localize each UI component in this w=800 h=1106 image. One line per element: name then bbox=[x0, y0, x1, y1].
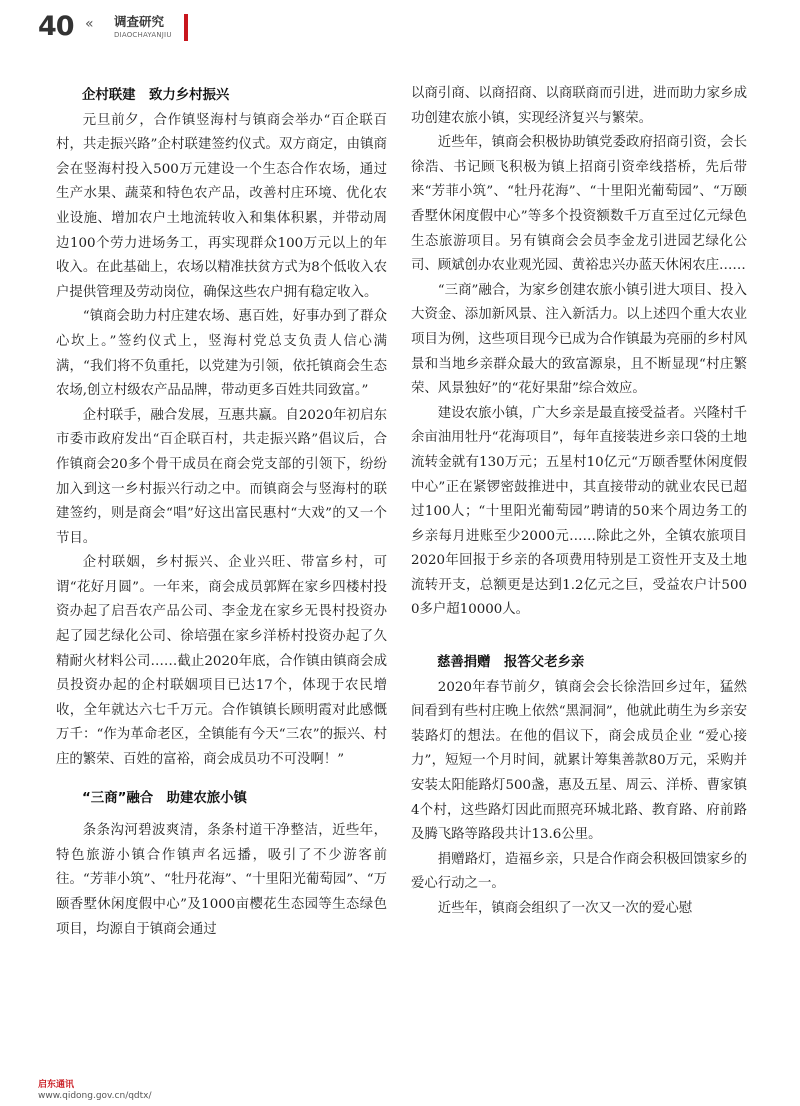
section-heading: 企村联建 致力乡村振兴 bbox=[82, 88, 230, 103]
page-footer bbox=[38, 1080, 152, 1102]
left-column bbox=[56, 84, 387, 942]
paragraph: 企村联手，融合发展，互惠共赢。自2020年初启东市委市政府发出“百企联百村，共走振兴路”倡议后，合作镇商会20多个骨干成员在商会党支部的引领下，纷纷加入到这一乡村振兴行动之中。而镇商会与竖海村的联建签约，则是商会“唱”好这出富民惠村“大戏”的又一个节目。 bbox=[56, 407, 387, 546]
page-number: 40 bbox=[38, 11, 74, 42]
paragraph: “镇商会助力村庄建农场、惠百姓，好事办到了群众心坎上。”签约仪式上，竖海村党总支负责人信心满满，“我们将不负重托，以党建为引领，依托镇商会生态农场,创立村级农产品品牌，带动更多百姓共同致富。” bbox=[56, 309, 387, 399]
paragraph: 近些年，镇商会积极协助镇党委政府招商引资，会长徐浩、书记顾飞积极为镇上招商引资牵线搭桥，先后带来“芳菲小筑”、“牡丹花海”、“十里阳光葡萄园”、“万颐香墅休闲度假中心”等多个投资额数千万直至过亿元绿色生态旅游项目。另有镇商会会员李金龙引进园艺绿化公司、顾斌创办农业观光园、黄裕忠兴办蓝天休闲农庄…… bbox=[411, 135, 747, 274]
paragraph: 2020年春节前夕，镇商会会长徐浩回乡过年，猛然间看到有些村庄晚上依然“黑洞洞”，他就此萌生为乡亲安装路灯的想法。在他的倡议下，商会成员企业 “爱心接力”，短短一个月时间，就累计筹集善款80万元，采购并安装太阳能路灯500盏，惠及五星、周云、洋桥、曹家镇4个村，这些路灯因此而照亮环城北路、教育路、府前路及腾飞路等路段共计13.6公里。 bbox=[411, 679, 747, 843]
section-title: 调查研究 bbox=[114, 14, 165, 29]
paragraph: 条条沟河碧波爽清，条条村道干净整洁，近些年，特色旅游小镇合作镇声名远播，吸引了不少游客前往。“芳菲小筑”、“牡丹花海”、“十里阳光葡萄园”、“万颐香墅休闲度假中心”及1000亩樱花生态园等生态绿色项目，均源自于镇商会通过 bbox=[56, 823, 387, 937]
section-heading: 慈善捐赠 报答父老乡亲 bbox=[437, 655, 585, 671]
section-heading: “三商”融合 助建农旅小镇 bbox=[82, 790, 247, 806]
paragraph: 元旦前夕，合作镇竖海村与镇商会举办“百企联百村，共走振兴路”企村联建签约仪式。双方商定，由镇商会在竖海村投入500万元建设一个生态合作农场，通过生产水果、蔬菜和特色农产品，改善村庄环境、优化农业设施、增加农户土地流转收入和集体积累，并带动周边100个劳力进场务工，再实现群众100万元以上的年收入。在此基础上，农场以精准扶贫方式为8个低收入农户提供管理及劳动岗位，确保这些农户拥有稳定收入。 bbox=[56, 112, 387, 300]
right-column bbox=[411, 82, 747, 922]
section-title-pinyin: DIAOCHAYANJIU bbox=[114, 31, 172, 39]
paragraph: “三商”融合，为家乡创建农旅小镇引进大项目、投入大资金、添加新风景、注入新活力。以上述四个重大农业项目为例，这些项目现今已成为合作镇最为亮丽的乡村风景和当地乡亲群众最大的致富源泉，且不断显现“村庄繁荣、风景独好”的“花好果甜”综合效应。 bbox=[411, 282, 747, 397]
paragraph: 近些年，镇商会组织了一次又一次的爱心慰 bbox=[437, 901, 693, 916]
header-accent-bar bbox=[184, 14, 188, 41]
footer-url: www.qidong.gov.cn/qdtx/ bbox=[38, 1091, 152, 1101]
paragraph: 以商引商、以商招商、以商联商而引进，进而助力家乡成功创建农旅小镇，实现经济复兴与繁荣。 bbox=[411, 86, 747, 126]
footer-brand: 启东通讯 bbox=[38, 1080, 75, 1090]
double-chevron-icon: « bbox=[85, 16, 94, 32]
paragraph: 建设农旅小镇，广大乡亲是最直接受益者。兴隆村千余亩油用牡丹“花海项目”，每年直接装进乡亲口袋的土地流转金就有130万元；五星村10亿元“万颐香墅休闲度假中心”正在紧锣密鼓推进中，其直接带动的就业农民已超过100人；“十里阳光葡萄园”聘请的50来个周边务工的乡亲每月进账至少2000元……除此之外，全镇农旅项目2020年回报于乡亲的各项费用特别是工资性开支及土地流转开支，总额更是达到1.2亿元之巨，受益农户计5000多户超10000人。 bbox=[411, 405, 747, 618]
paragraph: 捐赠路灯，造福乡亲，只是合作商会积极回馈家乡的爱心行动之一。 bbox=[411, 851, 747, 892]
page-header bbox=[38, 10, 778, 50]
paragraph: 企村联姻，乡村振兴、企业兴旺、带富乡村，可谓“花好月圆”。一年来，商会成员郭辉在家乡四楼村投资办起了启吾农产品公司、李金龙在家乡无畏村投资办起了园艺绿化公司、徐培强在家乡洋桥村投资办起了久精耐火材料公司……截止2020年底，合作镇由镇商会成员投资办起的企村联姻项目已达17个，体现于农民增收，全年就达六七千万元。合作镇镇长顾明霞对此感慨万千：“作为革命老区，全镇能有今天“三农”的振兴、村庄的繁荣、百姓的富裕，商会成员功不可没啊！” bbox=[56, 555, 387, 768]
